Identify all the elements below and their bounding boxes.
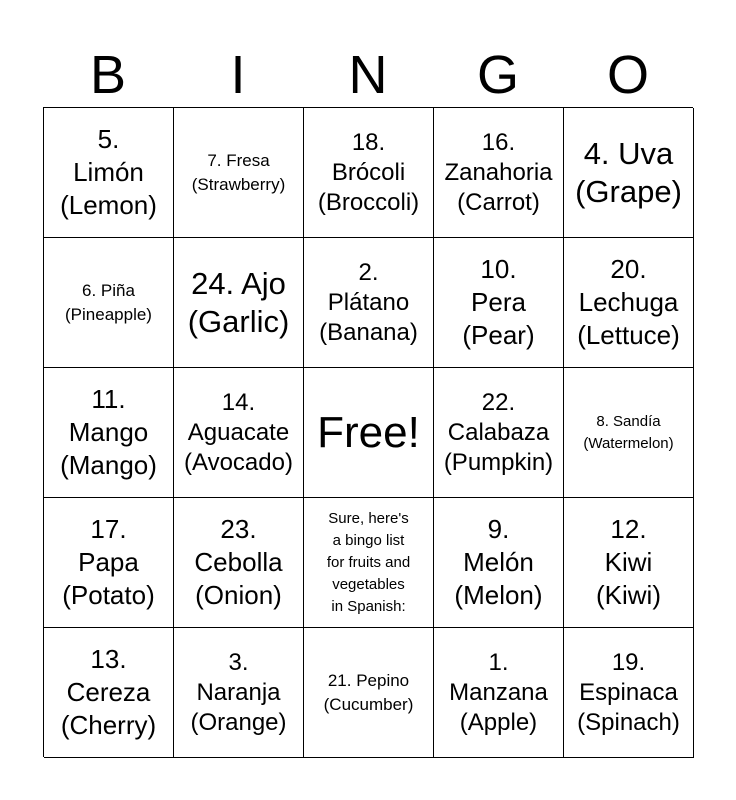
bingo-cell: 24. Ajo (Garlic): [174, 238, 304, 368]
header-letter-b: B: [89, 45, 127, 105]
bingo-cell: 9. Melón (Melon): [434, 498, 564, 628]
bingo-cell: 22. Calabaza (Pumpkin): [434, 368, 564, 498]
bingo-cell: 23. Cebolla (Onion): [174, 498, 304, 628]
bingo-cell: 19. Espinaca (Spinach): [564, 628, 694, 758]
bingo-cell: 11. Mango (Mango): [44, 368, 174, 498]
bingo-cell: 7. Fresa (Strawberry): [174, 108, 304, 238]
bingo-cell: 12. Kiwi (Kiwi): [564, 498, 694, 628]
bingo-cell: 14. Aguacate (Avocado): [174, 368, 304, 498]
bingo-grid: [43, 107, 693, 757]
bingo-cell: 13. Cereza (Cherry): [44, 628, 174, 758]
bingo-cell: Sure, here's a bingo list for fruits and vegetables in Spanish:: [304, 498, 434, 628]
bingo-cell: 5. Limón (Lemon): [44, 108, 174, 238]
bingo-cell: 20. Lechuga (Lettuce): [564, 238, 694, 368]
free-space: Free!: [304, 368, 434, 498]
bingo-cell: 1. Manzana (Apple): [434, 628, 564, 758]
header-letter-i: I: [230, 45, 246, 105]
bingo-header: [43, 44, 693, 106]
bingo-cell: 17. Papa (Potato): [44, 498, 174, 628]
header-letter-n: N: [348, 45, 388, 105]
bingo-cell: 2. Plátano (Banana): [304, 238, 434, 368]
bingo-cell: 8. Sandía (Watermelon): [564, 368, 694, 498]
header-letter-g: G: [476, 45, 519, 105]
bingo-cell: 3. Naranja (Orange): [174, 628, 304, 758]
bingo-cell: 18. Brócoli (Broccoli): [304, 108, 434, 238]
bingo-cell: 6. Piña (Pineapple): [44, 238, 174, 368]
bingo-cell: 21. Pepino (Cucumber): [304, 628, 434, 758]
bingo-cell: 4. Uva (Grape): [564, 108, 694, 238]
bingo-cell: 16. Zanahoria (Carrot): [434, 108, 564, 238]
bingo-cell: 10. Pera (Pear): [434, 238, 564, 368]
header-letter-o: O: [606, 45, 649, 105]
